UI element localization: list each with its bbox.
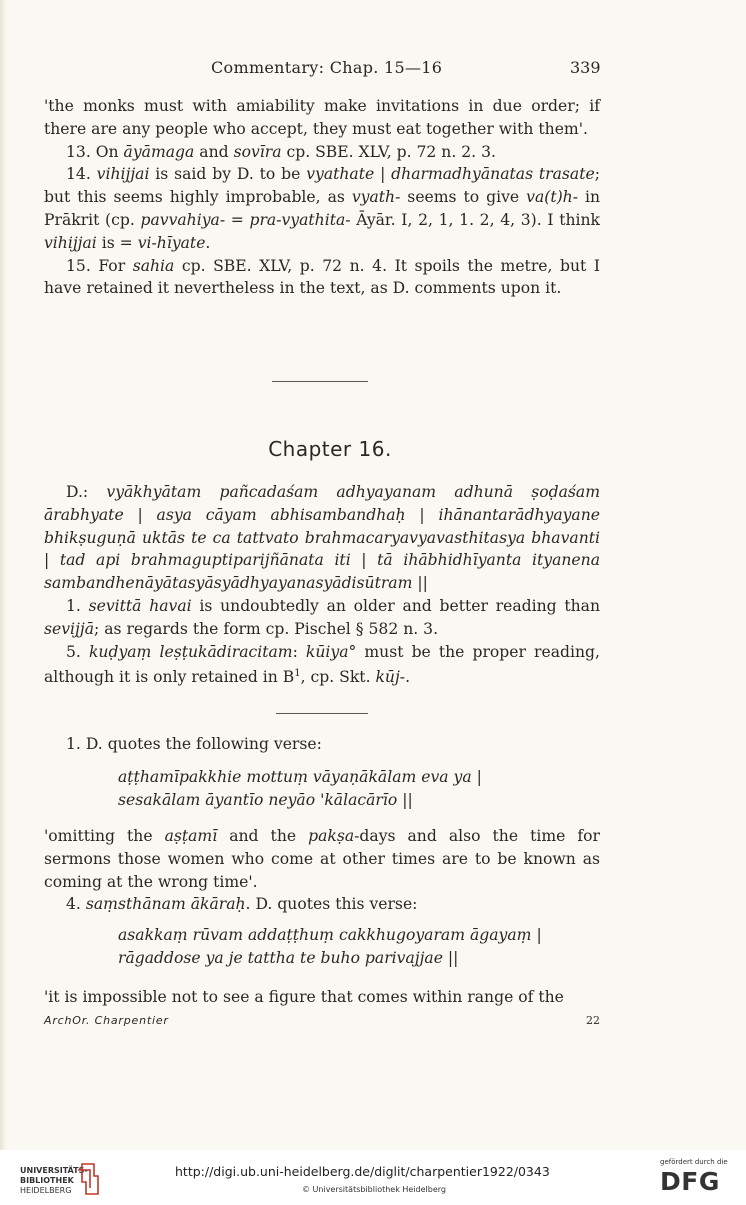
library-line-2: BIBLIOTHEK	[20, 1176, 74, 1185]
verse-2-line-1: asakkaṃ rūvam addaṭṭhuṃ cakkhugoyaram āgayaṃ |	[118, 926, 542, 944]
verse-1-line-1: aṭṭhamīpakkhie mottuṃ vāyaṇākālam eva ya |	[118, 768, 482, 786]
note-1-d-quotes: 1. D. quotes the following verse:	[66, 735, 322, 753]
page-url-link[interactable]: http://digi.ub.uni-heidelberg.de/diglit/charpentier1922/0343	[175, 1164, 550, 1179]
translation-1-text: 'omitting the aṣṭamī and the pakṣa-days and also the time for sermons those women who come at other times are to be known as coming at the wrong time'.	[44, 827, 600, 891]
section-divider-1	[272, 381, 368, 382]
note-14: 14. vihijjai is said by D. to be vyathate | dharmadhyānatas trasate; but this seems highly improbable, as vyath- seems to give va(t)h- in Prākrit (cp. pavvahiya- = pra-vyathita- Āyār. I, 2, 1, 1. 2, 4, 3). I think vihijjai is = vi-hīyate.	[44, 165, 600, 252]
library-logo-icon	[76, 1162, 100, 1196]
viewer-footer	[0, 1150, 746, 1205]
running-header	[0, 58, 746, 82]
page-shadow	[0, 0, 6, 1150]
verse-2	[118, 924, 542, 970]
body-text-top	[44, 95, 600, 300]
verse-2-line-2: rāgaddose ya je tattha te buho parivajjae ||	[118, 948, 459, 967]
note-5: 5. kuḍyaṃ leṣṭukādiracitam: kūiya° must be the proper reading, although it is only retained in $B^1$, cp. Skt. kūj-.	[44, 642, 600, 687]
d-commentary: D.: vyākhyātam pañcadaśam adhyayanam adhunā ṣoḍaśam ārabhyate | asya cāyam abhisambandhaḥ | ihānantarādhyayane bhikṣuguṇā uktās te ca tattvato brahmacaryavyavasthitasya bhavanti | tad api brahmaguptiparijñānata iti | tā ihābhidhīyanta ityanena sambandhenāyātasyāsyādhyayanasyādisūtram ||	[44, 483, 600, 593]
library-line-3: HEIDELBERG	[20, 1186, 72, 1195]
copyright-text: © Universitätsbibliothek Heidelberg	[302, 1185, 447, 1194]
library-line-1: UNIVERSITÄTS-	[20, 1166, 88, 1175]
note-13: 13. On āyāmaga and sovīra cp. SBE. XLV, p. 72 n. 2. 3.	[66, 142, 496, 161]
note-15: 15. For sahia cp. SBE. XLV, p. 72 n. 4. It spoils the metre, but I have retained it nevertheless in the text, as D. comments upon it.	[44, 256, 600, 298]
verse-1-line-2: sesakālam āyantīo neyāo 'kālacārīo ||	[118, 790, 413, 809]
signature-mark: ArchOr. Charpentier	[44, 1014, 169, 1027]
signature-number: 22	[586, 1014, 600, 1027]
dfg-funding-note: gefördert durch die	[660, 1158, 728, 1166]
note-1-sevitta: 1. sevittā havai is undoubtedly an older and better reading than sevijjā; as regards the form cp. Pischel § 582 n. 3.	[44, 596, 601, 638]
note-4: 4. saṃsthānam ākāraḥ. D. quotes this verse:	[66, 895, 418, 914]
translation-1	[44, 825, 600, 916]
dfg-logo: DFG	[660, 1167, 720, 1196]
section-divider-2	[276, 713, 368, 714]
top-paragraph: 'the monks must with amiability make invitations in due order; if there are any people who accept, they must eat together with them'.	[44, 97, 600, 138]
page-number: 339	[570, 58, 601, 77]
last-line-block	[44, 986, 600, 1009]
note-1-verse-intro	[44, 733, 600, 756]
body-text-chapter	[44, 481, 600, 689]
last-line: 'it is impossible not to see a figure that comes within range of the	[44, 988, 564, 1006]
header-title: Commentary: Chap. 15—16	[211, 58, 443, 77]
chapter-heading: Chapter 16.	[268, 437, 392, 461]
verse-1	[118, 766, 482, 812]
